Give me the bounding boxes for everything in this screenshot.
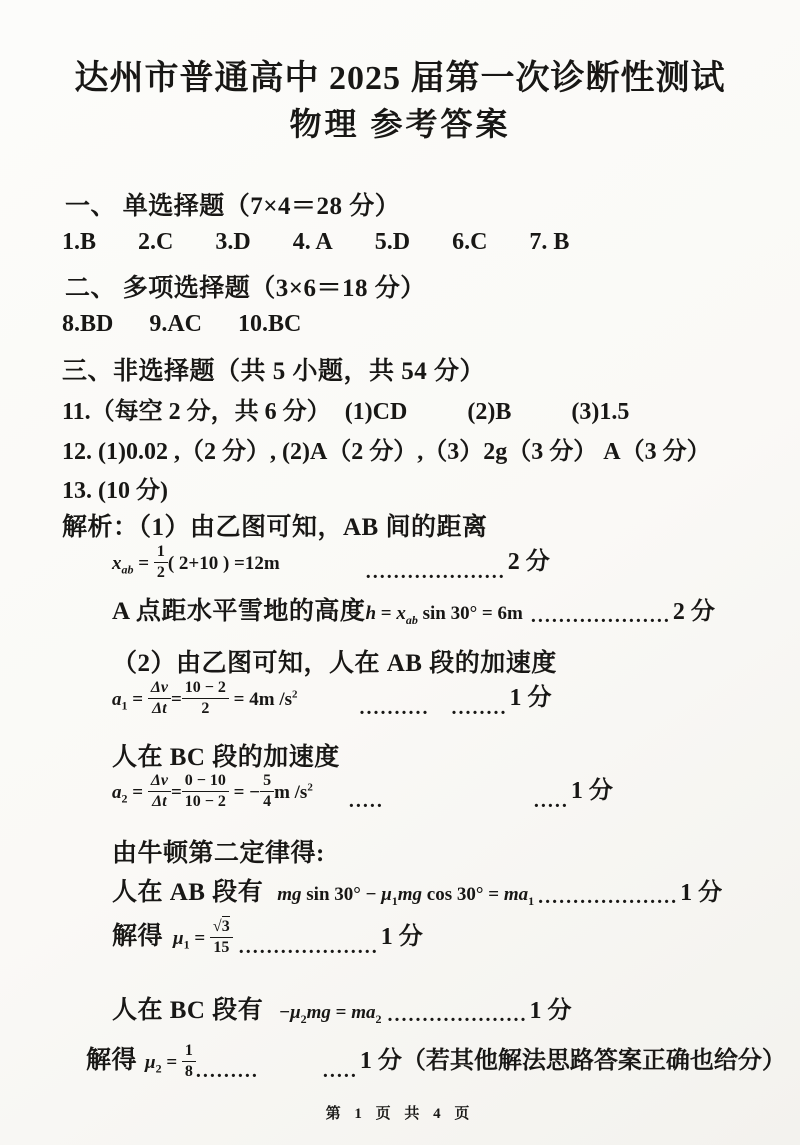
formula-bc-newton: [279, 1002, 381, 1027]
fraction-dv-dt: [148, 679, 171, 718]
radicand: 3: [221, 918, 230, 936]
dotted-leader: ....................: [530, 604, 671, 627]
fm-ma: ma: [503, 884, 529, 905]
mu1-label: 解得: [112, 923, 164, 950]
fm-sup: 2: [307, 781, 313, 794]
fm-mu-sub: 2: [300, 1011, 307, 1026]
fm-var-sub: 2: [121, 791, 128, 806]
fraction-5-4: [260, 772, 274, 811]
dotted-leader: .........: [195, 1060, 259, 1083]
fm-mu: μ: [381, 884, 392, 905]
bc-accel-label: 人在 BC 段的加速度: [112, 744, 340, 771]
formula-mu2: [145, 1044, 196, 1083]
fraction-num: 5: [260, 772, 274, 792]
fm-mg: mg: [306, 1002, 331, 1023]
fm-mu-sub: 1: [183, 937, 190, 952]
score-1pt: 1 分: [680, 880, 723, 906]
fm-rest: ( 2+10 ) =12m: [167, 553, 280, 574]
page-subtitle: 物理 参考答案: [289, 106, 511, 142]
fm-eq: = −: [228, 782, 261, 803]
fraction-num: 10 − 2: [182, 679, 229, 699]
dotted-leader: .....: [533, 790, 569, 813]
mu1-result-line: [112, 916, 423, 959]
fm-eq: =: [133, 553, 154, 574]
fraction-num: Δv: [148, 772, 171, 792]
solution-intro: 解析：（1）由乙图可知，AB 间的距离: [62, 514, 488, 541]
fm-eq: =: [376, 603, 397, 624]
part2-intro: （2）由乙图可知，人在 AB 段的加速度: [112, 650, 557, 677]
answer-q8: 8.BD: [62, 311, 114, 337]
fraction-den: Δt: [152, 793, 167, 811]
ab-equation-line: [112, 872, 722, 909]
fm-var: x: [112, 553, 122, 574]
height-line: [112, 591, 715, 628]
answer-q1: 1.B: [62, 229, 97, 255]
mu2-result-line: [86, 1040, 786, 1083]
fm-mg: mg: [397, 884, 423, 905]
bc-eq-label: 人在 BC 段有: [112, 997, 264, 1024]
dotted-leader: .....: [322, 1060, 358, 1083]
answer-q7: 7. B: [529, 229, 570, 255]
answer-q3: 3.D: [215, 229, 251, 255]
fraction-velocity: [182, 679, 229, 718]
fm-eq: =: [330, 1002, 352, 1023]
sqrt-sign: √: [212, 918, 222, 936]
score-1pt: 1 分: [570, 778, 613, 804]
dotted-leader: .....: [348, 790, 384, 813]
q11-part3: (3)1.5: [571, 399, 630, 425]
fraction-num: [210, 918, 233, 938]
section3-heading: 三、非选择题（共 5 小题，共 54 分）: [62, 358, 486, 385]
score-1pt-note: 1 分（若其他解法思路答案正确也给分）: [359, 1048, 786, 1074]
answer-q6: 6.C: [452, 229, 488, 255]
formula-a2: [112, 774, 313, 813]
score-2pts: 2 分: [507, 549, 550, 575]
fm-mg: mg: [277, 884, 302, 905]
fm-sin: sin 30° −: [301, 884, 382, 905]
fraction-num: 1: [182, 1042, 196, 1062]
fm-mu: μ: [173, 928, 184, 949]
question13-label: 13. (10 分): [62, 478, 168, 504]
fm-eq: =: [161, 1052, 182, 1073]
fm-rest: sin 30° = 6m: [417, 603, 523, 624]
q11-part2: (2)B: [467, 399, 512, 425]
fm-var: a: [112, 782, 122, 803]
fm-mu-sub: 2: [155, 1061, 162, 1076]
fraction-den: Δt: [152, 700, 167, 718]
score-1pt: 1 分: [380, 924, 423, 950]
fraction-velocity: [182, 772, 229, 811]
q11-part1: (1)CD: [344, 399, 408, 425]
fm-var-sub: ab: [121, 562, 134, 577]
formula-xab-line: [112, 541, 550, 584]
section2-answers: [62, 311, 337, 338]
formula-a2-line: [112, 770, 613, 813]
fraction-sqrt3-15: [210, 918, 233, 957]
q11-label: 11.（每空 2 分，共 6 分）: [62, 399, 331, 425]
fraction-num: 0 − 10: [182, 772, 229, 792]
fm-result: = 4m /s: [228, 689, 292, 710]
fm-var-sub: 1: [121, 698, 128, 713]
mu2-label: 解得: [86, 1047, 138, 1074]
fm-mu-sub: 1: [391, 893, 398, 908]
section1-answers: [62, 229, 611, 256]
answer-q2: 2.C: [138, 229, 174, 255]
fm-eq: =: [127, 689, 148, 710]
fraction-den: 2: [201, 700, 210, 718]
fraction-den: 8: [184, 1063, 193, 1081]
fraction-den: 10 − 2: [184, 793, 226, 811]
fm-sup: 2: [292, 688, 298, 701]
fm-minus: −: [279, 1002, 291, 1023]
fm-ma: ma: [351, 1002, 376, 1023]
fraction-den: 4: [263, 793, 272, 811]
fm-eq: =: [189, 928, 210, 949]
fm-eq: =: [170, 782, 182, 803]
fraction-den: 2: [156, 564, 165, 582]
fm-ma-sub: 1: [528, 893, 535, 908]
section2-heading: 二、 多项选择题（3×6＝18 分）: [65, 275, 426, 302]
fm-eq: =: [127, 782, 148, 803]
fraction-1-8: [182, 1042, 196, 1081]
fm-mu: μ: [145, 1052, 156, 1073]
question12-answers: 12. (1)0.02 ,（2 分）, (2)A（2 分）,（3）2g（3 分） A（3 分）: [62, 439, 711, 465]
fm-x: x: [396, 603, 406, 624]
dotted-leader: ..........: [359, 697, 430, 720]
fm-var: a: [112, 689, 122, 710]
dotted-leader: ....................: [365, 561, 506, 584]
formula-mu1: [173, 920, 233, 959]
fm-unit: m /s: [274, 782, 308, 803]
score-2pts: 2 分: [672, 599, 715, 625]
dotted-leader: ........: [451, 697, 508, 720]
fraction-num: Δv: [148, 679, 171, 699]
answer-q9: 9.AC: [149, 311, 203, 337]
dotted-leader: ....................: [387, 1003, 528, 1026]
fm-mu: μ: [290, 1002, 301, 1023]
score-1pt: 1 分: [529, 998, 572, 1024]
fm-h: h: [365, 603, 377, 624]
fm-cos: cos 30° =: [422, 884, 504, 905]
height-label: A 点距水平雪地的高度: [112, 598, 366, 625]
answer-q5: 5.D: [374, 229, 411, 255]
section1-heading: 一、 单选择题（7×4＝28 分）: [65, 193, 401, 220]
fraction-den: 15: [213, 939, 230, 957]
fm-x-sub: ab: [405, 612, 418, 627]
fraction-num: 1: [154, 543, 168, 563]
ab-eq-label: 人在 AB 段有: [112, 879, 264, 906]
formula-ab-newton: [277, 884, 534, 909]
formula-a1: [112, 681, 298, 720]
fm-eq: =: [170, 689, 182, 710]
question11-answers: [62, 391, 689, 426]
page-number-footer: 第 1 页 共 4 页: [325, 1106, 475, 1122]
fraction-half: [154, 543, 168, 582]
score-1pt: 1 分: [509, 685, 552, 711]
formula-a1-line: [112, 677, 552, 720]
answer-q4: 4. A: [292, 229, 333, 255]
fraction-dv-dt: [148, 772, 171, 811]
answer-q10: 10.BC: [238, 311, 302, 337]
formula-height: [365, 603, 522, 628]
fm-ma-sub: 2: [375, 1011, 382, 1026]
dotted-leader: ....................: [238, 936, 379, 959]
newton-law-line: 由牛顿第二定律得:: [112, 840, 325, 867]
bc-equation-line: [112, 990, 572, 1027]
dotted-leader: ....................: [538, 885, 679, 908]
page-title: 达州市普通高中 2025 届第一次诊断性测试: [74, 60, 726, 97]
formula-xab: [112, 545, 280, 584]
